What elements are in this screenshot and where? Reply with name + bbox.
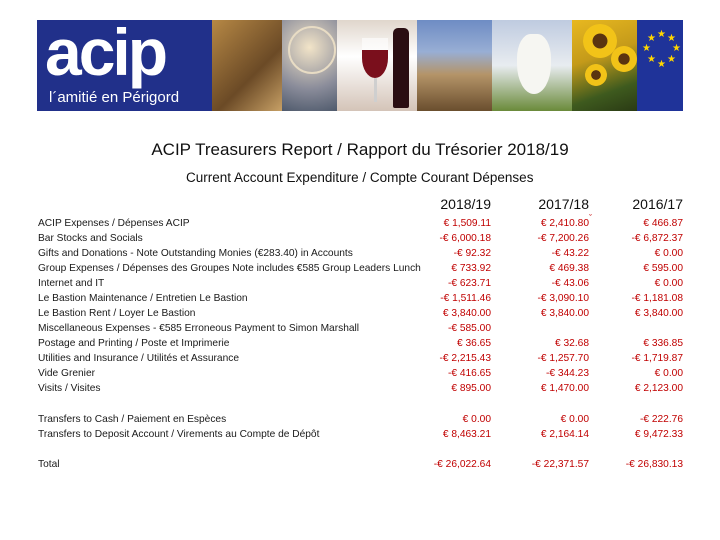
value-2018-19: -€ 6,000.18: [439, 233, 491, 244]
row-label: Le Bastion Rent / Loyer Le Bastion: [38, 308, 196, 319]
table-row: [0, 353, 720, 368]
value-2016-17: € 0.00: [654, 278, 683, 289]
value-2017-18: -€ 22,371.57: [531, 459, 589, 470]
table-row: [0, 368, 720, 383]
value-2018-19: -€ 585.00: [447, 323, 491, 334]
row-label: Transfers to Cash / Paiement en Espèces: [38, 414, 227, 425]
value-2018-19: € 36.65: [457, 338, 491, 349]
value-2016-17: € 2,123.00: [634, 383, 683, 394]
row-label: Group Expenses / Dépenses des Groupes Note includes €585 Group Leaders Lunch: [38, 263, 421, 274]
table-row: [0, 323, 720, 338]
ferris-wheel-ring: [288, 26, 336, 74]
value-2016-17: € 336.85: [643, 338, 683, 349]
column-header-2016-17: 2016/17: [632, 196, 683, 212]
value-2018-19: -€ 2,215.43: [439, 353, 491, 364]
wine-glass-icon: [362, 38, 388, 78]
value-2016-17: € 466.87: [643, 218, 683, 229]
value-2017-18: -€ 3,090.10: [537, 293, 589, 304]
row-label: Vide Grenier: [38, 368, 96, 379]
painting-icon: [212, 20, 282, 111]
row-label: Transfers to Deposit Account / Virements au Compte de Dépôt: [38, 429, 320, 440]
value-2016-17: € 9,472.33: [634, 429, 683, 440]
value-2016-17: -€ 6,872.37: [631, 233, 683, 244]
value-2018-19: € 733.92: [451, 263, 491, 274]
table-row: [0, 383, 720, 398]
value-2018-19: € 0.00: [462, 414, 491, 425]
goose-icon: [517, 34, 551, 94]
value-2017-18: € 1,470.00: [540, 383, 589, 394]
value-2016-17: € 3,840.00: [634, 308, 683, 319]
table-row: [0, 248, 720, 263]
row-label: Postage and Printing / Poste et Imprimerie: [38, 338, 230, 349]
eu-stars-icon: ★ ★ ★ ★ ★ ★ ★ ★: [642, 29, 681, 70]
row-label: Miscellaneous Expenses - €585 Erroneous Payment to Simon Marshall: [38, 323, 360, 334]
wine-bottle-icon: [393, 28, 409, 108]
total-row: [0, 459, 720, 474]
row-label: Internet and IT: [38, 278, 105, 289]
row-label: Le Bastion Maintenance / Entretien Le Bastion: [38, 293, 248, 304]
row-label: Visits / Visites: [38, 383, 101, 394]
table-row: [0, 293, 720, 308]
value-2018-19: -€ 623.71: [447, 278, 491, 289]
value-2018-19: € 1,509.11: [443, 218, 491, 229]
column-header-2018-19: 2018/19: [440, 196, 491, 212]
value-2018-19: -€ 26,022.64: [433, 459, 491, 470]
value-2017-18: -€ 1,257.70: [537, 353, 589, 364]
value-2016-17: -€ 222.76: [639, 414, 683, 425]
value-2018-19: € 895.00: [451, 383, 491, 394]
value-2017-18: € 2,410.80: [540, 218, 589, 229]
column-header-2017-18: 2017/18: [538, 196, 589, 212]
wine-glass-stem: [374, 78, 377, 102]
value-2016-17: € 0.00: [654, 248, 683, 259]
value-2018-19: € 3,840.00: [442, 308, 491, 319]
report-title: ACIP Treasurers Report / Rapport du Trésorier 2018/19: [151, 140, 569, 159]
value-2016-17: € 0.00: [654, 368, 683, 379]
header-banner: [37, 20, 683, 111]
value-2017-18: € 2,164.14: [540, 429, 589, 440]
value-2017-18: € 32.68: [555, 338, 589, 349]
table-row: [0, 308, 720, 323]
table-row: [0, 338, 720, 353]
table-row: [0, 278, 720, 293]
value-2017-18: -€ 344.23: [545, 368, 589, 379]
value-2016-17: € 595.00: [643, 263, 683, 274]
table-row: [0, 233, 720, 248]
value-2017-18: € 0.00: [560, 414, 589, 425]
report-subtitle: Current Account Expenditure / Compte Courant Dépenses: [186, 170, 534, 185]
row-label: Gifts and Donations - Note Outstanding Monies (€283.40) in Accounts: [38, 248, 353, 259]
logo-wordmark: acip: [45, 20, 166, 89]
row-label: Total: [38, 459, 60, 470]
table-row: [0, 218, 720, 233]
row-label: ACIP Expenses / Dépenses ACIP: [38, 218, 190, 229]
value-2017-18: -€ 43.22: [551, 248, 589, 259]
value-2018-19: -€ 1,511.46: [440, 293, 491, 304]
value-2016-17: -€ 1,719.87: [631, 353, 683, 364]
value-2017-18: -€ 7,200.26: [537, 233, 589, 244]
table-row: [0, 263, 720, 278]
table-row: [0, 429, 720, 444]
value-2017-18: € 469.38: [549, 263, 589, 274]
sunflower-icon: [585, 64, 607, 86]
table-row: [0, 414, 720, 429]
logo-tagline: l´amitié en Périgord: [49, 89, 180, 106]
value-2017-18: -€ 43.06: [551, 278, 589, 289]
value-2018-19: € 8,463.21: [442, 429, 491, 440]
row-label: Bar Stocks and Socials: [38, 233, 143, 244]
value-2017-18: € 3,840.00: [540, 308, 589, 319]
sunflower-icon: [611, 46, 637, 72]
value-2016-17: -€ 26,830.13: [625, 459, 683, 470]
value-2018-19: -€ 416.65: [447, 368, 491, 379]
chateau-icon: [417, 20, 492, 111]
value-2016-17: -€ 1,181.08: [631, 293, 683, 304]
value-2018-19: -€ 92.32: [453, 248, 491, 259]
footnote-mark: ˇ: [589, 213, 592, 223]
row-label: Utilities and Insurance / Utilités et Assurance: [38, 353, 240, 364]
